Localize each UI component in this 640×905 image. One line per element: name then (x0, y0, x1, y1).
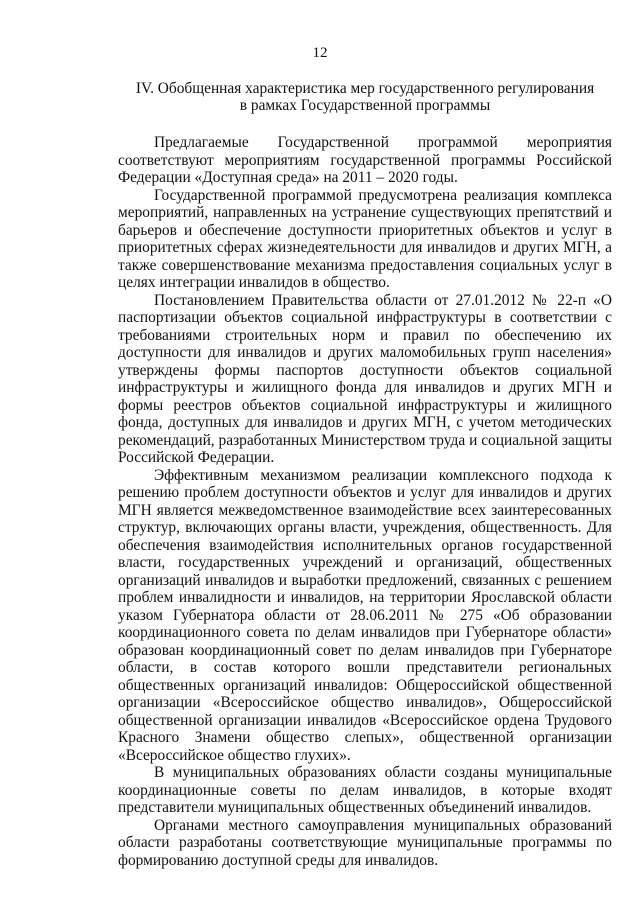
paragraph-4: Эффективным механизмом реализации комплексного подхода к решению проблем доступности объектов и услуг для инвалидов и других МГН является межведомственное взаимодействие всех заинтересованных структур, включающих органы власти, учреждения, общественность. Для обеспечения взаимодействия исполнительных органов государственной власти, государственных учреждений и организаций, общественных организаций инвалидов и выработки предложений, связанных с решением проблем инвалидности и инвалидов, на территории Ярославской области указом Губернатора области от 28.06.2011 № 275 «Об образовании координационного совета по делам инвалидов при Губернаторе области» образован координационный совет по делам инвалидов при Губернаторе области, в состав которого вошли представители региональных общественных организаций инвалидов: Общероссийской общественной организации «Всероссийское общество инвалидов», Общероссийской общественной организации инвалидов «Всероссийское ордена Трудового Красного Знамени общество слепых», общественной организации «Всероссийское общество глухих». (118, 466, 612, 764)
body-text (118, 134, 612, 869)
paragraph-1: Предлагаемые Государственной программой мероприятия соответствуют мероприятиям государственной программы Российской Федерации «Доступная среда» на 2011 – 2020 годы. (118, 134, 612, 186)
section-title (118, 80, 612, 114)
section-title-line-1: IV. Обобщенная характеристика мер государственного регулирования (135, 80, 595, 97)
paragraph-5: В муниципальных образованиях области созданы муниципальные координационные советы по делам инвалидов, в которые входят представители муниципальных общественных объединений инвалидов. (118, 764, 612, 816)
page-number: 12 (312, 45, 328, 61)
section-title-line-2: в рамках Государственной программы (239, 97, 491, 114)
paragraph-6: Органами местного самоуправления муниципальных образований области разработаны соответствующие муниципальные программы по формированию доступной среды для инвалидов. (118, 816, 612, 869)
paragraph-3: Постановлением Правительства области от 27.01.2012 № 22-п «О паспортизации объектов социальной инфраструктуры в соответствии с требованиями строительных норм и правил по обеспечению их доступности для инвалидов и других маломобильных групп населения» утверждены формы паспортов доступности объектов социальной инфраструктуры и жилищного фонда для инвалидов и других МГН и формы реестров объектов социальной инфраструктуры и жилищного фонда, доступных для инвалидов и других МГН, с учетом методических рекомендаций, разработанных Министерством труда и социальной защиты Российской Федерации. (118, 291, 612, 466)
paragraph-2: Государственной программой предусмотрена реализация комплекса мероприятий, направленных на устранение существующих препятствий и барьеров и обеспечение доступности приоритетных объектов и услуг в приоритетных сферах жизнедеятельности для инвалидов и других МГН, а также совершенствование механизма предоставления социальных услуг в целях интеграции инвалидов в общество. (118, 186, 612, 291)
